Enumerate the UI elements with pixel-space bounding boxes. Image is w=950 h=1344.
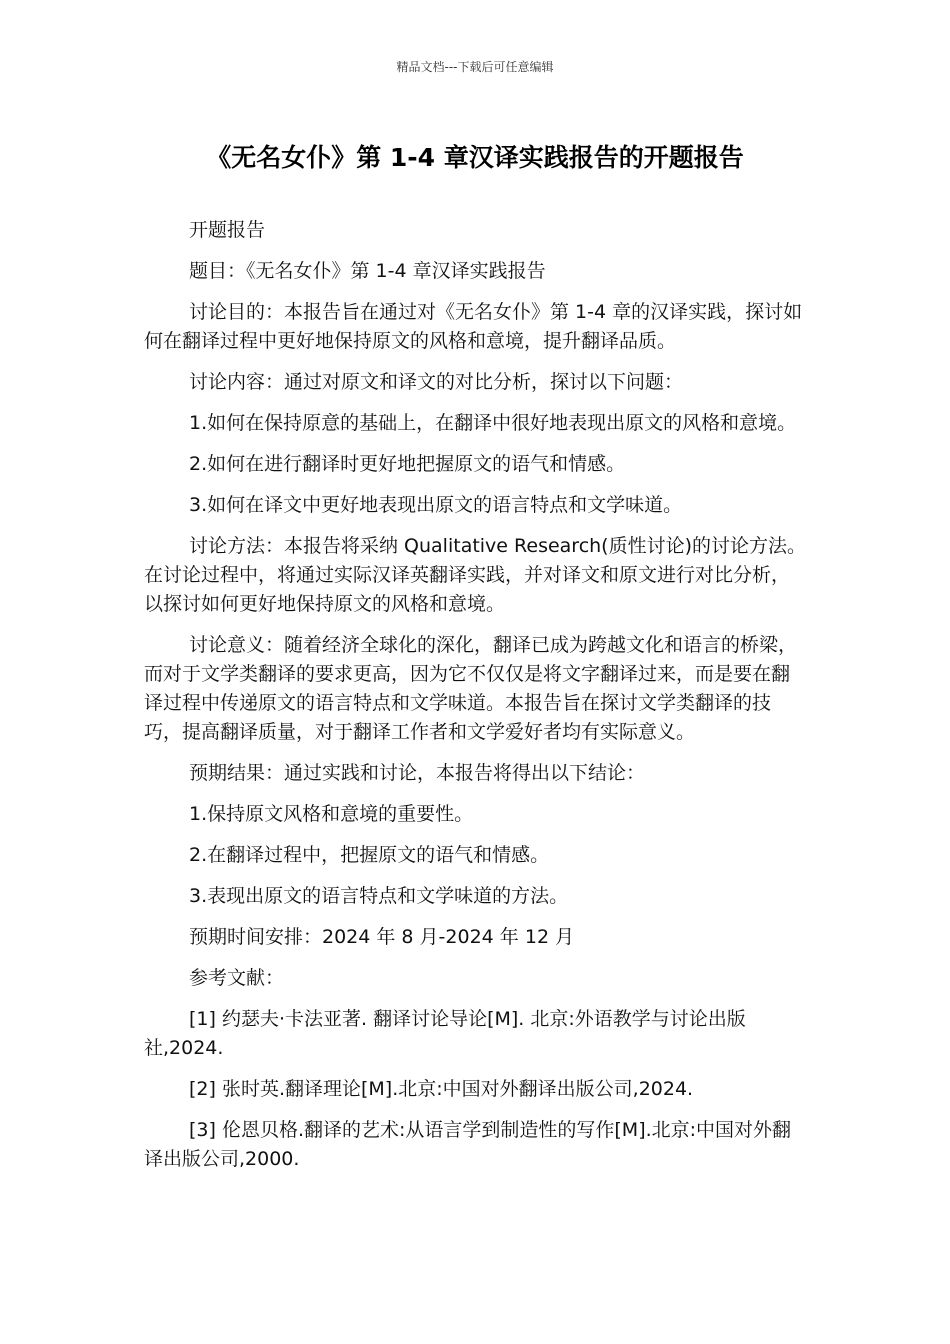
paragraph-question-1: 1.如何在保持原意的基础上，在翻译中很好地表现出原文的风格和意境。	[189, 412, 797, 434]
document-body	[144, 216, 806, 1186]
paragraph-purpose: 讨论目的：本报告旨在通过对《无名女仆》第 1-4 章的汉译实践，探讨如何在翻译过程中更好地保持原文的风格和意境，提升翻译品质。	[144, 301, 803, 352]
paragraph-question-3: 3.如何在译文中更好地表现出原文的语言特点和文学味道。	[189, 494, 683, 516]
reference-item-3: [3] 伦恩贝格.翻译的艺术:从语言学到制造性的写作[M].北京:中国对外翻译出版公司,2000.	[144, 1119, 792, 1170]
paragraph-expected-results: 预期结果：通过实践和讨论，本报告将得出以下结论：	[189, 762, 646, 784]
paragraph-schedule: 预期时间安排：2024 年 8 月-2024 年 12 月	[189, 926, 575, 948]
paragraph-question-2: 2.如何在进行翻译时更好地把握原文的语气和情感。	[189, 453, 626, 475]
paragraph-report-label: 开题报告	[189, 219, 266, 241]
paragraph-significance: 讨论意义：随着经济全球化的深化，翻译已成为跨越文化和语言的桥梁，而对于文学类翻译的要求更高，因为它不仅仅是将文字翻译过来，而是要在翻译过程中传递原文的语言特点和文学味道。本报告旨在探讨文学类翻译的技巧，提高翻译质量，对于翻译工作者和文学爱好者均有实际意义。	[144, 634, 798, 743]
reference-item-1: [1] 约瑟夫·卡法亚著. 翻译讨论导论[M]. 北京:外语教学与讨论出版社,2024.	[144, 1008, 746, 1059]
page-header: 精品文档---下载后可任意编辑	[396, 60, 554, 74]
paragraph-conclusion-1: 1.保持原文风格和意境的重要性。	[189, 803, 474, 825]
paragraph-references-heading: 参考文献：	[189, 967, 285, 989]
paragraph-conclusion-2: 2.在翻译过程中，把握原文的语气和情感。	[189, 844, 550, 866]
paragraph-topic: 题目：《无名女仆》第 1-4 章汉译实践报告	[189, 260, 546, 282]
paragraph-content: 讨论内容：通过对原文和译文的对比分析，探讨以下问题：	[189, 371, 684, 393]
document-title: 《无名女仆》第 1-4 章汉译实践报告的开题报告	[206, 143, 744, 172]
paragraph-method: 讨论方法：本报告将采纳 Qualitative Research(质性讨论)的讨论方法。在讨论过程中，将通过实际汉译英翻译实践，并对译文和原文进行对比分析，以探讨如何更好地保持原文的风格和意境。	[144, 535, 807, 615]
paragraph-conclusion-3: 3.表现出原文的语言特点和文学味道的方法。	[189, 885, 569, 907]
reference-item-2: [2] 张时英.翻译理论[M].北京:中国对外翻译出版公司,2024.	[189, 1078, 694, 1100]
